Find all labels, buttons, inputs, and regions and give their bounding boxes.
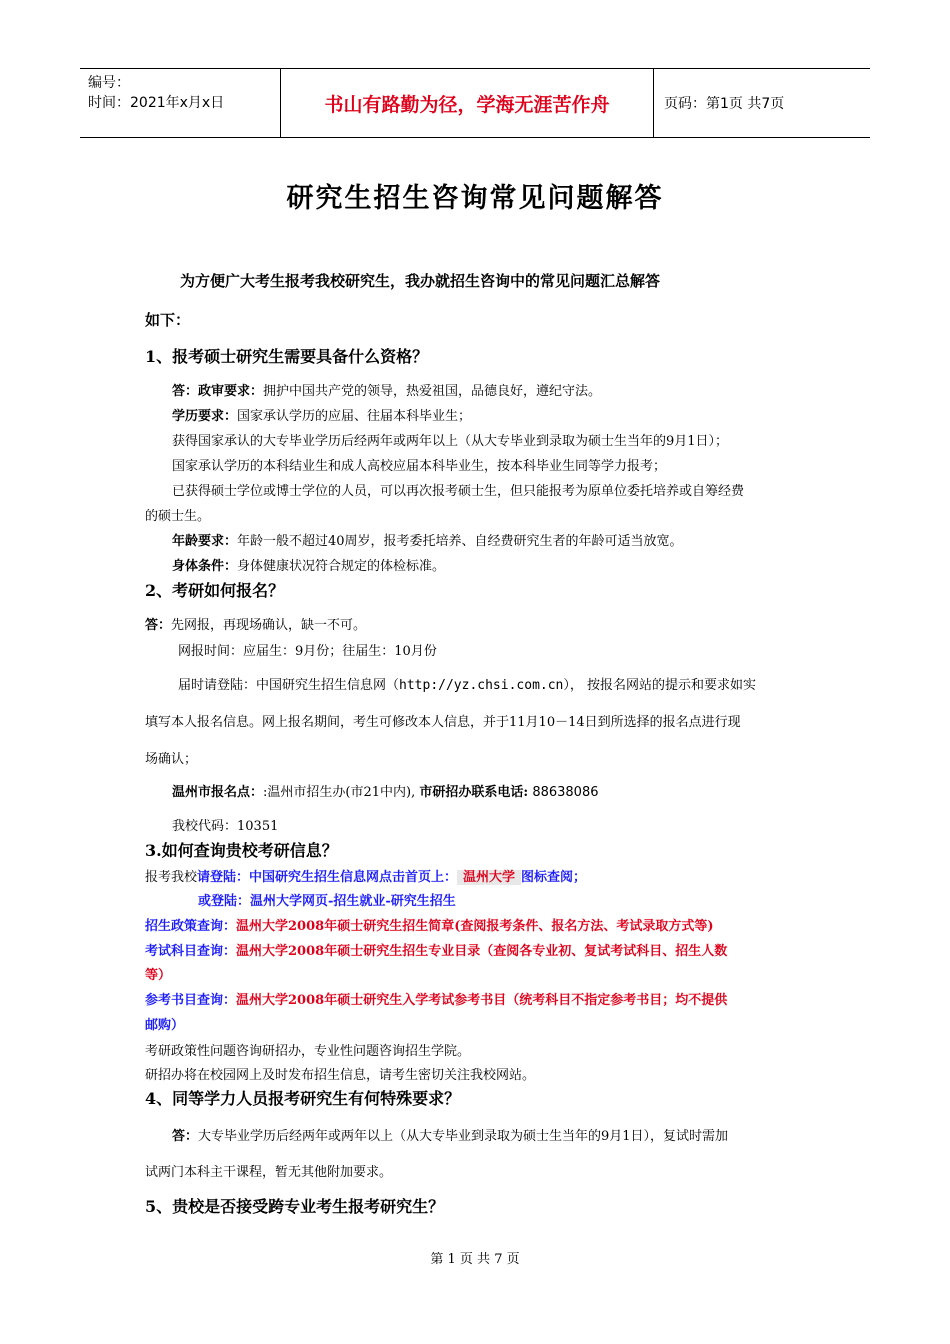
q2-line-3: 场确认；	[145, 752, 198, 767]
q3-book-2: 邮购）	[145, 1018, 185, 1033]
q4-answer-label: 答：	[172, 1129, 199, 1144]
q3-l1-blue: 请登陆：中国研究生招生信息网点击首页上：	[197, 870, 458, 885]
page-info: 页码：第1页 共7页	[664, 96, 785, 112]
question-3: 3.如何查询贵校考研信息？	[145, 841, 338, 860]
q4-answer-text: 大专毕业学历后经两年或两年以上（从大专毕业到录取为硕士生当年的9月1日），复试时需加	[198, 1129, 729, 1144]
q1-edu-4: 已获得硕士学位或博士学位的人员，可以再次报考硕士生，但只能报考为原单位委托培养或自筹经费	[172, 484, 745, 499]
q3-subject	[145, 940, 727, 959]
q3-line-1	[145, 866, 586, 885]
policy-link[interactable]: 温州大学2008年硕士研究生招生简章(查阅报考条件、报名方法、考试录取方式等)	[236, 919, 714, 934]
politics-label: 答：政审要求：	[172, 384, 264, 399]
motto: 书山有路勤为径，学海无涯苦作舟	[281, 69, 654, 137]
q1-edu-2: 获得国家承认的大专毕业学历后经两年或两年以上（从大专毕业到录取为硕士生当年的9月1日）；	[172, 434, 729, 449]
q2-answer	[145, 614, 366, 633]
q3-policy	[145, 915, 714, 934]
q3-book	[145, 989, 727, 1008]
q4-answer-2: 试两门本科主干课程，暂无其他附加要求。	[145, 1165, 393, 1180]
q2-time: 网报时间：应届生：9月份；往届生：10月份	[178, 644, 437, 659]
number-label: 编号：	[88, 75, 130, 91]
subject-link[interactable]: 温州大学2008年硕士研究生招生专业目录（查阅各专业初、复试考试科目、招生人数	[236, 944, 728, 959]
chsi-link[interactable]: http://yz.chsi.com.cn	[399, 678, 564, 693]
header-left-cell	[80, 69, 281, 137]
edu-text: 国家承认学历的应届、往届本科毕业生；	[237, 409, 472, 424]
date-label: 时间：2021年x月x日	[88, 95, 225, 111]
q2-site	[172, 781, 598, 800]
q1-edu-3: 国家承认学历的本科结业生和成人高校应届本科毕业生，按本科毕业生同等学力报考；	[172, 459, 667, 474]
health-label: 身体条件：	[172, 559, 238, 574]
school-code: 我校代码：10351	[172, 819, 279, 834]
header-table	[80, 68, 870, 138]
q2-login-post: ）， 按报名网站的提示和要求如实	[563, 678, 757, 693]
age-label: 年龄要求：	[172, 534, 238, 549]
wzu-icon-link[interactable]: 温州大学	[457, 870, 521, 885]
q1-health	[172, 555, 445, 574]
book-link[interactable]: 温州大学2008年硕士研究生入学考试参考书目（统考科目不指定参考书目；均不提供	[236, 993, 728, 1008]
q1-age	[172, 530, 683, 549]
q1-politics	[172, 380, 601, 399]
phone-label: 市研招办联系电话:	[419, 785, 529, 800]
q2-answer-text: 先网报，再现场确认，缺一不可。	[171, 618, 367, 633]
intro-line-1: 为方便广大考生报考我校研究生，我办就招生咨询中的常见问题汇总解答	[180, 272, 661, 290]
question-4: 4、同等学力人员报考研究生有何特殊要求？	[145, 1089, 461, 1108]
q3-l1-pre: 报考我校	[145, 870, 198, 885]
question-2: 2、考研如何报名？	[145, 581, 285, 600]
health-text: 身体健康状况符合规定的体检标准。	[237, 559, 446, 574]
q2-login	[178, 674, 756, 693]
policy-label: 招生政策查询：	[145, 919, 237, 934]
q1-edu	[172, 405, 471, 424]
site-text: :温州市招生办(市21中内),	[263, 785, 416, 800]
politics-text: 拥护中国共产党的领导，热爱祖国，品德良好，遵纪守法。	[263, 384, 602, 399]
page-footer: 第 1 页 共 7 页	[430, 1252, 520, 1267]
phone-number: 88638086	[532, 785, 599, 800]
question-1: 1、报考硕士研究生需要具备什么资格？	[145, 347, 429, 366]
q3-line-2: 或登陆：温州大学网页-招生就业-研究生招生	[198, 894, 456, 909]
book-label: 参考书目查询：	[145, 993, 237, 1008]
site-label: 温州市报名点：	[172, 785, 264, 800]
q3-subject-2: 等）	[145, 968, 172, 983]
age-text: 年龄一般不超过40周岁，报考委托培养、自经费研究生者的年龄可适当放宽。	[237, 534, 683, 549]
page-title: 研究生招生咨询常见问题解答	[286, 183, 664, 214]
subject-label: 考试科目查询：	[145, 944, 237, 959]
edu-label: 学历要求：	[172, 409, 238, 424]
q3-l1-post: 图标查阅；	[521, 870, 587, 885]
q1-edu-4b: 的硕士生。	[145, 509, 211, 524]
q2-line-2: 填写本人报名信息。网上报名期间，考生可修改本人信息，并于11月10－14日到所选择的报名点进行现	[145, 715, 741, 730]
q3-line-7: 研招办将在校园网上及时发布招生信息，请考生密切关注我校网站。	[145, 1068, 536, 1083]
question-5: 5、贵校是否接受跨专业考生报考研究生？	[145, 1197, 445, 1216]
q4-answer	[172, 1125, 728, 1144]
q2-login-pre: 届时请登陆：中国研究生招生信息网（	[178, 678, 400, 693]
q3-line-6: 考研政策性问题咨询研招办，专业性问题咨询招生学院。	[145, 1044, 471, 1059]
intro-line-2: 如下：	[145, 311, 191, 329]
q2-answer-label: 答：	[145, 618, 172, 633]
